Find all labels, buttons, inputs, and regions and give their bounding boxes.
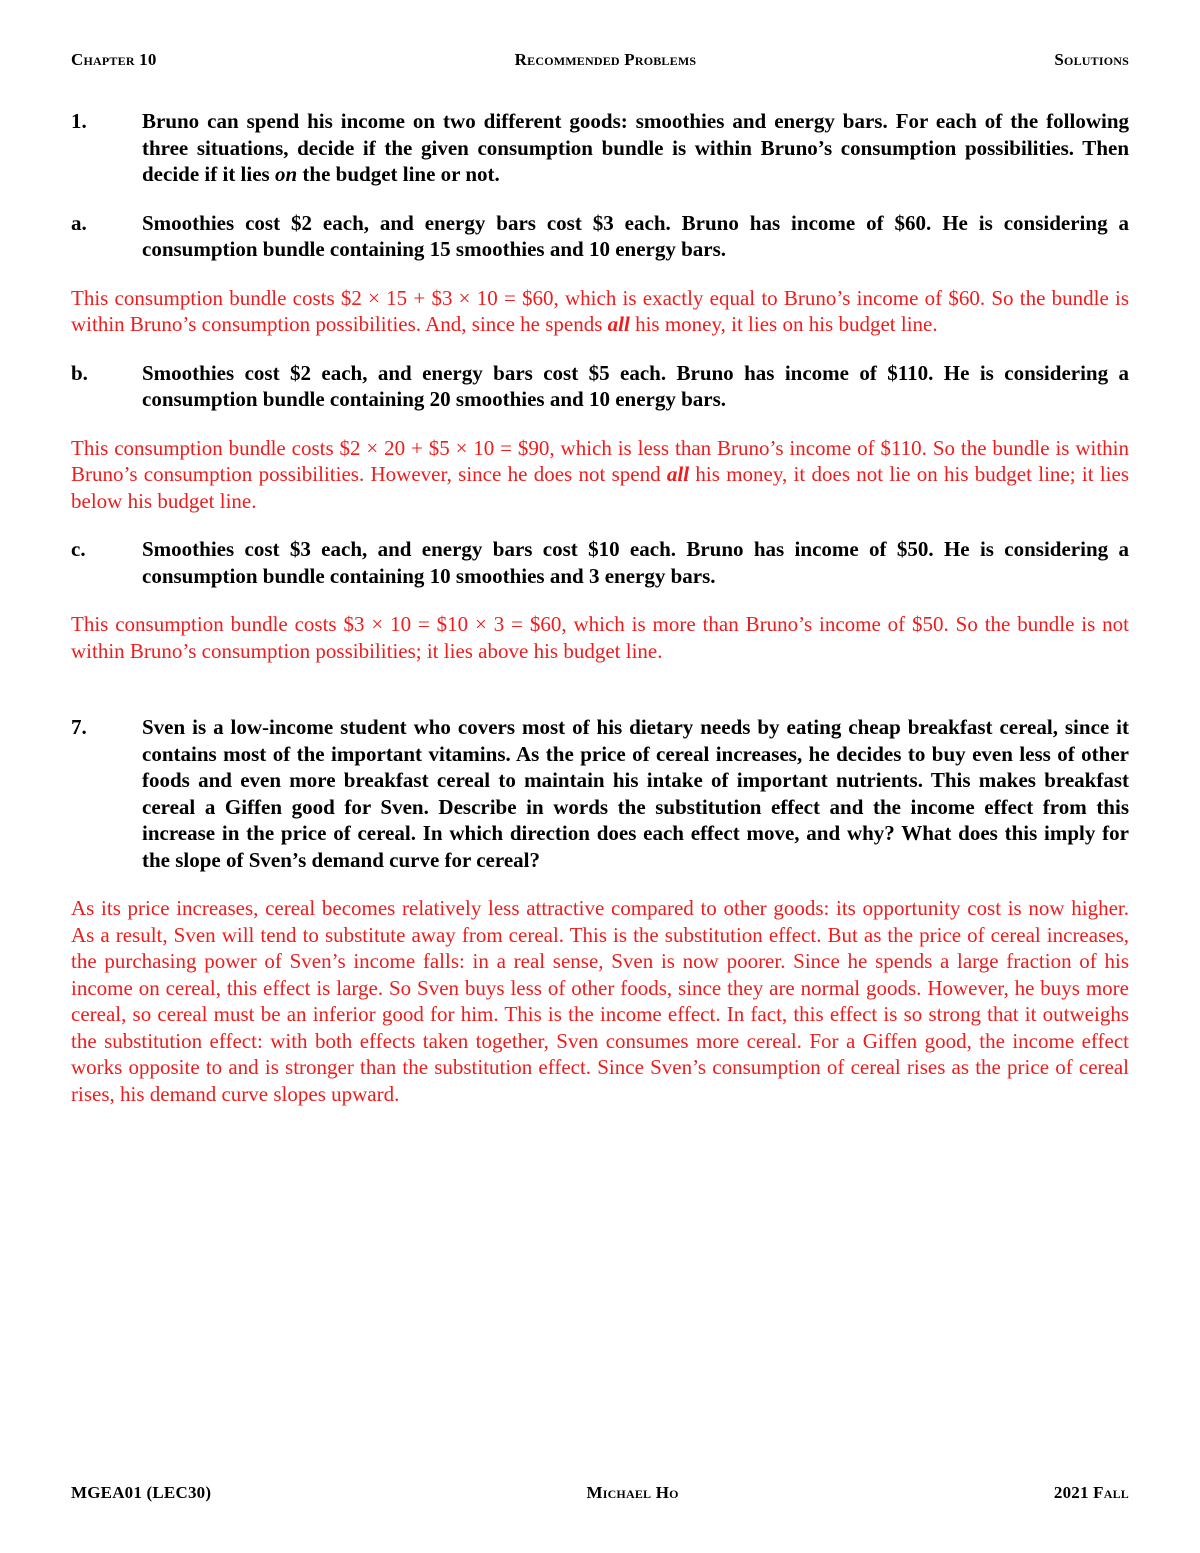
question-1c	[71, 536, 1129, 589]
question-text-part: Bruno can spend his income on two different goods: smoothies and energy bars. For each of the following three situations, decide if the given consumption bundle is within Bruno’s consumption possibilities. Then decide if it lies	[142, 109, 1129, 186]
question-1a	[71, 210, 1129, 263]
question-text: Sven is a low-income student who covers most of his dietary needs by eating cheap breakfast cereal, since it contains most of the important vitamins. As the price of cereal increases, he decides to buy even less of other foods and even more breakfast cereal to maintain his intake of important nutrients. This makes breakfast cereal a Giffen good for Sven. Describe in words the substitution effect and the income effect from this increase in the price of cereal. In which direction does each effect move, and why? What does this imply for the slope of Sven’s demand curve for cereal?	[142, 715, 1129, 872]
answer-emphasis: all	[607, 312, 630, 336]
question-text	[142, 108, 1129, 188]
question-text: Smoothies cost $2 each, and energy bars cost $3 each. Bruno has income of $60. He is considering a consumption bundle containing 15 smoothies and 10 energy bars.	[142, 210, 1129, 261]
header-solutions: Solutions	[1054, 50, 1129, 69]
footer-term: 2021 Fall	[1053, 1483, 1129, 1502]
header-title: Recommended Problems	[514, 50, 697, 69]
question-text: Smoothies cost $3 each, and energy bars cost $10 each. Bruno has income of $50. He is considering a consumption bundle containing 10 smoothies and 3 energy bars.	[142, 537, 1129, 588]
answer-text-part: This consumption bundle costs $2 × 15 + $3 × 10 = $60, which is exactly equal to Bruno’s income of $60. So the bundle is within Bruno’s consumption possibilities. And, since he spends	[71, 285, 1129, 336]
page-header	[71, 50, 1129, 70]
question-1b	[71, 360, 1129, 413]
question-label: a.	[71, 210, 87, 235]
question-label: b.	[71, 360, 88, 385]
footer-course: MGEA01 (LEC30)	[71, 1483, 212, 1502]
footer-author: Michael Ho	[586, 1483, 679, 1502]
question-label: c.	[71, 537, 86, 561]
question-7	[71, 714, 1129, 873]
question-text-emphasis: on	[274, 162, 298, 186]
question-1	[71, 108, 1129, 188]
answer-text-part: his money, it lies on his budget line.	[629, 312, 938, 336]
answer-1b	[71, 435, 1129, 515]
page-footer	[71, 1483, 1129, 1503]
answer-7: As its price increases, cereal becomes relatively less attractive compared to other goods: its opportunity cost is now higher. As a result, Sven will tend to substitute away from cereal. This is the substitution effect. But as the price of cereal increases, the purchasing power of Sven’s income falls: in a real sense, Sven is now poorer. Since he spends a large fraction of his income on cereal, this effect is large. So Sven buys less of other foods, since they are normal goods. However, he buys more cereal, so cereal must be an inferior good for him. This is the income effect. In fact, this effect is so strong that it outweighs the substitution effect: with both effects taken together, Sven consumes more cereal. For a Giffen good, the income effect works opposite to and is stronger than the substitution effect. Since Sven’s consumption of cereal rises as the price of cereal rises, his demand curve slopes upward.	[71, 896, 1129, 1106]
question-text-part: the budget line or not.	[297, 162, 500, 186]
question-number: 1.	[71, 109, 87, 133]
question-text: Smoothies cost $2 each, and energy bars cost $5 each. Bruno has income of $110. He is considering a consumption bundle containing 20 smoothies and 10 energy bars.	[142, 360, 1129, 411]
answer-text-part: his money, it does not lie on his budget line; it lies below his budget line.	[71, 462, 1129, 513]
question-number: 7.	[71, 715, 87, 739]
document-body	[71, 108, 1129, 1107]
answer-1a	[71, 285, 1129, 338]
answer-text-part: This consumption bundle costs $2 × 20 + $5 × 10 = $90, which is less than Bruno’s income of $110. So the bundle is within Bruno’s consumption possibilities. However, since he does not spend	[71, 435, 1129, 486]
answer-emphasis: all	[666, 462, 690, 486]
header-chapter: Chapter 10	[71, 50, 157, 69]
answer-1c: This consumption bundle costs $3 × 10 = $10 × 3 = $60, which is more than Bruno’s income of $50. So the bundle is not within Bruno’s consumption possibilities; it lies above his budget line.	[71, 612, 1129, 663]
